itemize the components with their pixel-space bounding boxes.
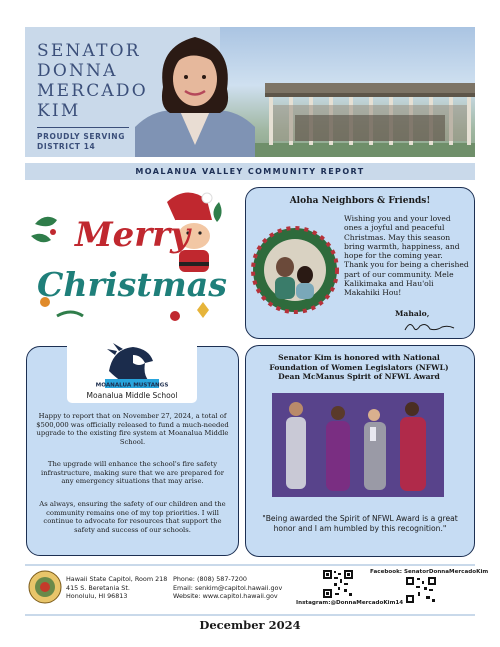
website-link[interactable]: Website: www.capitol.hawaii.gov xyxy=(173,592,278,600)
senator-name-line-1: SENATOR xyxy=(37,41,141,61)
award-ceremony-photo xyxy=(272,393,444,497)
report-title-bar: MOALANUA VALLEY COMMUNITY REPORT xyxy=(25,163,475,180)
school-paragraph-3: As always, ensuring the safety of our children and the community remains one of my top priorities. I will continue to advocate for resources that support the safety and success of our schools. xyxy=(39,500,226,534)
award-heading xyxy=(255,353,463,382)
merry-christmas-illustration xyxy=(27,184,239,334)
holiday-wreath-family-photo xyxy=(250,225,340,315)
serving-divider xyxy=(37,127,129,128)
instagram-qr-code[interactable] xyxy=(322,569,354,599)
serving-line-2: DISTRICT 14 xyxy=(37,142,96,151)
phone-text: Phone: (808) 587-7200 xyxy=(173,575,247,583)
serving-line-1: PROUDLY SERVING xyxy=(37,132,125,141)
aloha-heading: Aloha Neighbors & Friends! xyxy=(289,196,431,206)
award-quote: "Being awarded the Spirit of NFWL Award is a great honor and I am humbled by this recognition." xyxy=(262,514,458,533)
award-heading-line-3: Dean McManus Spirit of NFWL Award xyxy=(278,372,440,381)
school-logo-text: MOANALUA MUSTANGS xyxy=(95,382,169,389)
email-link[interactable]: Email: senkim@capitol.hawaii.gov xyxy=(173,583,283,592)
school-name: Moanalua Middle School xyxy=(86,391,178,400)
address-line-3: Honolulu, HI 96813 xyxy=(66,592,128,600)
closing-text: Mahalo, xyxy=(395,309,430,318)
senator-name-line-2: DONNA xyxy=(37,61,118,81)
hawaii-state-seal-icon xyxy=(28,570,62,604)
facebook-qr-code[interactable] xyxy=(405,576,437,604)
newsletter-header xyxy=(25,27,475,157)
school-paragraph-1: Happy to report that on November 27, 2024, a total of $500,000 was officially released to fund a much-needed upgrade to the existing fire system at Moanalua Middle School. xyxy=(36,412,229,446)
facebook-handle[interactable]: Facebook: SenatorDonnaMercadoKim xyxy=(370,569,489,575)
aloha-message: Wishing you and your loved ones a joyful and peaceful Christmas. May this season bring warmth, happiness, and hope for the coming year. Thank you for being a cherished part of our community. Mele Kalikimaka and Hau'oli Makahiki Hou! xyxy=(344,214,469,298)
office-address xyxy=(66,575,172,601)
address-line-2: 415 S. Beretania St. xyxy=(66,583,130,592)
district-label xyxy=(37,132,147,152)
merry-word: Merry xyxy=(75,215,190,255)
address-line-1: Hawaii State Capitol, Room 218 xyxy=(66,575,168,583)
school-paragraph-2: The upgrade will enhance the school's fire safety infrastructure, making sure that we are prepared for any emergency situations that may arise. xyxy=(41,460,224,486)
signature-image xyxy=(402,318,457,334)
senator-name-line-3: MERCADO xyxy=(37,81,148,101)
issue-date: December 2024 xyxy=(199,618,301,632)
contact-info xyxy=(173,575,303,601)
instagram-handle[interactable]: Instagram:@DonnaMercadoKim14 xyxy=(296,600,404,606)
senator-name-line-4: KIM xyxy=(37,101,81,121)
award-heading-line-1: Senator Kim is honored with National xyxy=(278,353,440,362)
senator-portrait-image xyxy=(135,27,255,157)
award-heading-line-2: Foundation of Women Legislators (NFWL) xyxy=(269,362,449,372)
mustang-logo-icon xyxy=(95,341,169,389)
state-capitol-building-image xyxy=(255,65,475,157)
christmas-word: Christmas xyxy=(37,265,227,304)
